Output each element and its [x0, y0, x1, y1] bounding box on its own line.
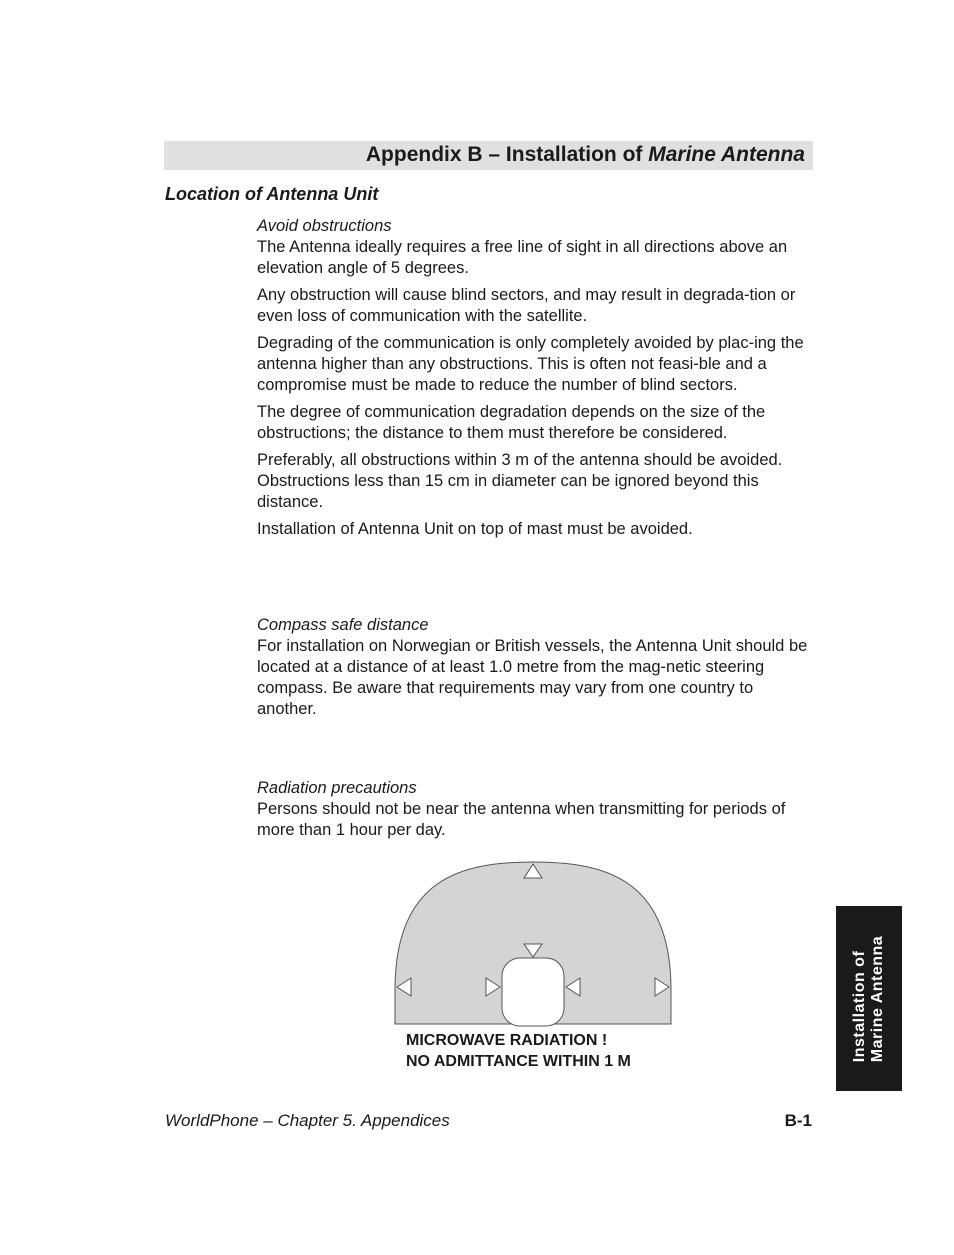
- radiation-zone-diagram: [392, 858, 676, 1030]
- paragraph: Persons should not be near the antenna when transmitting for periods of more than 1 hour per day.: [257, 800, 786, 839]
- avoid-obstructions-section: [257, 216, 817, 546]
- paragraph: Degrading of the communication is only completely avoided by plac-ing the antenna higher than any obstructions. This is often not feasi-ble and a compromise must be made to reduce the number of blind sectors.: [257, 334, 804, 394]
- section-heading: Location of Antenna Unit: [165, 184, 379, 204]
- paragraph: The Antenna ideally requires a free line of sight in all directions above an elevation angle of 5 degrees.: [257, 238, 788, 277]
- radiation-precautions-section: [257, 778, 817, 847]
- title-bar: [164, 141, 813, 170]
- warning-line-2: NO ADMITTANCE WITHIN 1 M: [406, 1053, 631, 1070]
- side-tab-label: [851, 935, 887, 1061]
- paragraph: For installation on Norwegian or British vessels, the Antenna Unit should be located at a distance of at least 1.0 metre from the mag-netic steering compass. Be aware that requirements may vary from one country to another.: [257, 637, 808, 718]
- paragraph: Preferably, all obstructions within 3 m of the antenna should be avoided. Obstructions less than 15 cm in diameter can be ignored beyond this distance.: [257, 451, 783, 511]
- subhead-compass-safe-distance: Compass safe distance: [257, 616, 429, 634]
- footer-chapter: WorldPhone – Chapter 5. Appendices: [165, 1111, 450, 1130]
- antenna-unit-outline: [502, 958, 564, 1026]
- page-title: [366, 143, 805, 167]
- side-tab-line-1: Installation of: [851, 950, 868, 1062]
- title-emphasis: Marine Antenna: [648, 143, 805, 166]
- subhead-radiation-precautions: Radiation precautions: [257, 779, 417, 797]
- radiation-warning: [406, 1030, 631, 1072]
- subhead-avoid-obstructions: Avoid obstructions: [257, 217, 392, 235]
- page-number: B-1: [784, 1111, 812, 1130]
- compass-safe-distance-section: [257, 615, 817, 726]
- paragraph: Any obstruction will cause blind sectors, and may result in degrada-tion or even loss of communication with the satellite.: [257, 286, 796, 325]
- side-tab-line-2: Marine Antenna: [869, 935, 886, 1062]
- warning-line-1: MICROWAVE RADIATION !: [406, 1032, 608, 1049]
- paragraph: Installation of Antenna Unit on top of mast must be avoided.: [257, 520, 693, 538]
- title-prefix: Appendix B – Installation of: [365, 143, 649, 166]
- chapter-side-tab: [836, 906, 902, 1091]
- paragraph: The degree of communication degradation depends on the size of the obstructions; the distance to them must therefore be considered.: [257, 403, 766, 442]
